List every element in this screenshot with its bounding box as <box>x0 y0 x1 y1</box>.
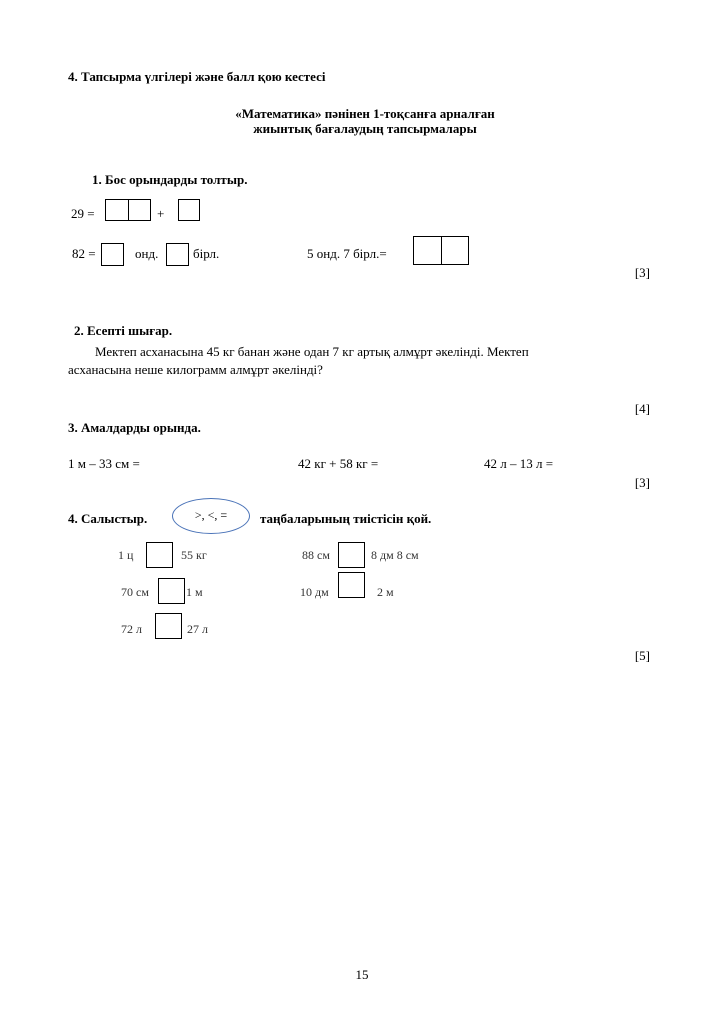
tens-answer-box[interactable] <box>101 243 124 266</box>
task4-score: [5] <box>634 648 650 663</box>
compare-right-2: 8 дм 8 см <box>371 548 419 562</box>
task1-row2-left: 82 = <box>72 246 96 261</box>
task2-line-1: Мектеп асханасына 45 кг банан және одан 7 кг артық алмұрт әкелінді. Мектеп <box>95 344 529 359</box>
compare-box[interactable] <box>338 542 365 568</box>
task1-row2-right: 5 онд. 7 бірл.= <box>307 246 387 261</box>
units-label: бірл. <box>193 246 220 261</box>
comparison-signs-oval <box>172 498 250 534</box>
plus-sign: + <box>157 206 165 221</box>
page-number: 15 <box>355 967 369 982</box>
compare-left-1: 1 ц <box>118 548 134 562</box>
title-line-2: жиынтық бағалаудың тапсырмалары <box>253 121 477 136</box>
task3-score: [3] <box>634 475 650 490</box>
task3-expression-3: 42 л – 13 л = <box>484 456 554 471</box>
answer-box[interactable] <box>178 199 200 221</box>
comparison-signs: >, <, = <box>194 508 228 522</box>
task4-heading-end: таңбаларының тиістісін қой. <box>260 511 432 526</box>
compare-right-5: 27 л <box>187 622 208 636</box>
compare-left-3: 70 см <box>121 585 149 599</box>
task3-expression-1: 1 м – 33 см = <box>68 456 140 471</box>
compare-box[interactable] <box>158 578 185 604</box>
compare-box[interactable] <box>146 542 173 568</box>
task1-heading: 1. Бос орындарды толтыр. <box>92 172 248 187</box>
task2-heading: 2. Есепті шығар. <box>74 323 173 338</box>
task1-row1-left: 29 = <box>71 206 95 221</box>
compare-right-1: 55 кг <box>181 548 207 562</box>
title-line-1: «Математика» пәнінен 1-тоқсанға арналған <box>235 106 495 121</box>
answer-box-two-digit[interactable] <box>413 236 469 265</box>
compare-right-3: 1 м <box>186 585 203 599</box>
compare-left-4: 10 дм <box>300 585 329 599</box>
compare-box[interactable] <box>338 572 365 598</box>
compare-left-2: 88 см <box>302 548 330 562</box>
task4-heading: 4. Салыстыр. <box>68 511 148 526</box>
task3-expression-2: 42 кг + 58 кг = <box>298 456 379 471</box>
tens-label: онд. <box>135 246 159 261</box>
task2-score: [4] <box>634 401 650 416</box>
task2-line-2: асханасына неше килограмм алмұрт әкелінді? <box>68 362 323 377</box>
answer-box-two-digit[interactable] <box>105 199 151 221</box>
compare-left-5: 72 л <box>121 622 142 636</box>
compare-right-4: 2 м <box>377 585 394 599</box>
task1-score: [3] <box>634 265 650 280</box>
task3-heading: 3. Амалдарды орында. <box>68 420 201 435</box>
section-heading: 4. Тапсырма үлгілері және балл қою кестесі <box>68 69 326 84</box>
units-answer-box[interactable] <box>166 243 189 266</box>
compare-box[interactable] <box>155 613 182 639</box>
